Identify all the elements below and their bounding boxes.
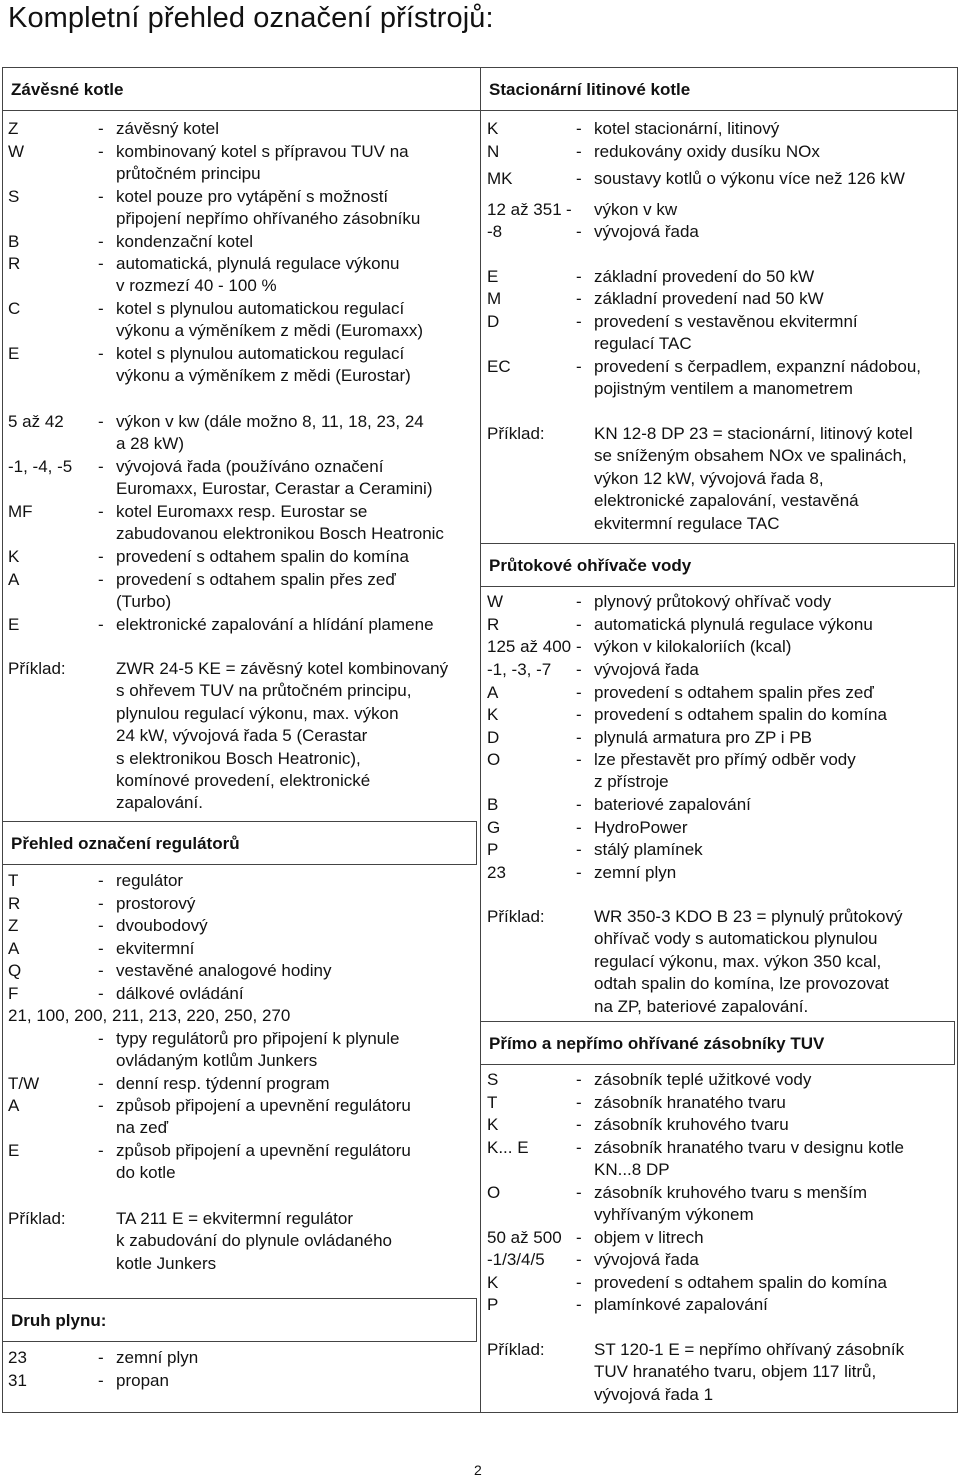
entry-dash: - (98, 412, 104, 431)
entry-description: kotel s plynulou automatickou regulací (116, 344, 405, 363)
entry-dash: - (576, 119, 582, 138)
entry-code: Příklad: (487, 907, 545, 926)
entry-dash: - (98, 119, 104, 138)
entry-description: WR 350-3 KDO B 23 = plynulý průtokový (594, 907, 903, 926)
entry-row (487, 727, 957, 749)
section-header-prutokove-ohrivace: Průtokové ohřívače vody (480, 543, 955, 587)
entry-row (487, 199, 957, 221)
entry-code: A (487, 683, 499, 702)
entry-dash: - (576, 1228, 582, 1247)
entry-code: O (487, 750, 501, 769)
entry-dash: - (98, 457, 104, 476)
entry-row (487, 1137, 957, 1182)
entry-code: Příklad: (487, 1340, 545, 1359)
entry-description: elektronické zapalování a hlídání plamene (116, 615, 434, 634)
entry-dash: - (98, 984, 104, 1003)
entry-code: P (487, 840, 499, 859)
entry-description: závěsný kotel (116, 119, 219, 138)
entry-row (487, 659, 957, 681)
entry-row (8, 870, 478, 892)
entry-dash: - (576, 615, 582, 634)
entry-row (8, 614, 478, 636)
entry-dash: - (576, 1183, 582, 1202)
entry-dash: - (576, 592, 582, 611)
entry-dash: - (576, 683, 582, 702)
entry-description: typy regulátorů pro připojení k plynule (116, 1029, 400, 1048)
entry-code: K (8, 547, 20, 566)
entry-row (487, 311, 957, 356)
entry-code: B (8, 232, 20, 251)
entry-code: E (8, 344, 20, 363)
entry-description: ST 120-1 E = nepřímo ohřívaný zásobník (594, 1340, 905, 1359)
section-header-zavesne-kotle: Závěsné kotle (2, 67, 481, 111)
entry-dash: - (98, 615, 104, 634)
entry-row (8, 298, 478, 343)
entry-code: A (8, 939, 20, 958)
entry-description: provedení s odtahem spalin do komína (594, 705, 887, 724)
entry-dash: - (98, 871, 104, 890)
entry-code: S (8, 187, 20, 206)
entry-row (487, 636, 957, 658)
entry-code: R (8, 894, 21, 913)
entry-description: plamínkové zapalování (594, 1295, 768, 1314)
entry-description: regulací TAC (594, 334, 692, 354)
entry-row (8, 960, 478, 982)
entry-dash: - (98, 894, 104, 913)
entry-description: zapalování. (116, 793, 203, 813)
entry-description: způsob připojení a upevnění regulátoru (116, 1141, 411, 1160)
entry-row (487, 862, 957, 884)
entry-description: z přístroje (594, 772, 669, 792)
entry-code: K (487, 1115, 499, 1134)
section-header-stacionarni-kotle: Stacionární litinové kotle (480, 67, 958, 111)
page-title: Kompletní přehled označení přístrojů: (8, 2, 494, 34)
entry-description: výkon v kilokaloriích (kcal) (594, 637, 792, 656)
entry-row (487, 356, 957, 401)
entry-dash: - (98, 1074, 104, 1093)
entry-row (487, 749, 957, 794)
entry-dash: - (98, 1348, 104, 1367)
entry-description: bateriové zapalování (594, 795, 751, 814)
entry-description: provedení s odtahem spalin do komína (594, 1273, 887, 1292)
entry-row (487, 1249, 957, 1271)
entry-dash: - (576, 660, 582, 679)
entry-row (487, 1092, 957, 1114)
entry-description: provedení s odtahem spalin do komína (116, 547, 409, 566)
entry-row (487, 1294, 957, 1316)
entry-description: na ZP, bateriové zapalování. (594, 996, 809, 1016)
entry-description: kotel Euromaxx resp. Eurostar se (116, 502, 368, 521)
entry-description: vývojová řada 1 (594, 1384, 714, 1404)
entry-description: (Turbo) (116, 592, 172, 612)
entry-description: provedení s čerpadlem, expanzní nádobou, (594, 357, 922, 376)
entry-description: ZWR 24-5 KE = závěsný kotel kombinovaný (116, 659, 449, 678)
entry-code: B (487, 795, 499, 814)
entry-code: K... E (487, 1138, 529, 1157)
entry-dash: - (98, 939, 104, 958)
entry-dash: - (98, 299, 104, 318)
entry-description: ekvitermní regulace TAC (594, 513, 780, 533)
entry-description: zásobník kruhového tvaru s menším (594, 1183, 868, 1202)
entry-dash: - (576, 1295, 582, 1314)
entry-code: EC (487, 357, 511, 376)
entry-description: KN 12-8 DP 23 = stacionární, litinový kotel (594, 424, 913, 443)
entry-code: A (8, 1096, 20, 1115)
entry-code: E (487, 267, 499, 286)
entry-row (8, 456, 478, 501)
entry-dash: - (98, 547, 104, 566)
entry-description: výkon v kw (594, 200, 678, 219)
entry-row (487, 221, 957, 243)
entry-description: kotel pouze pro vytápění s možností (116, 187, 389, 206)
entry-description: k zabudování do plynule ovládaného (116, 1231, 392, 1251)
entry-row (487, 839, 957, 861)
entry-description: denní resp. týdenní program (116, 1074, 330, 1093)
entry-dash: - (576, 312, 582, 331)
entry-description: s ohřevem TUV na průtočném principu, (116, 681, 412, 701)
entry-row (487, 288, 957, 310)
entry-description: zásobník hranatého tvaru (594, 1093, 786, 1112)
entry-row (8, 1095, 478, 1140)
entry-code: Z (8, 916, 19, 935)
entry-description: propan (116, 1371, 169, 1390)
entry-description: s elektronikou Bosch Heatronic), (116, 748, 361, 768)
entry-code: 23 (487, 863, 506, 882)
column-divider (480, 67, 481, 1413)
entry-code: K (487, 1273, 499, 1292)
entry-description: vestavěné analogové hodiny (116, 961, 332, 980)
entry-description: TUV hranatého tvaru, objem 117 litrů, (594, 1362, 877, 1382)
entry-description: TA 211 E = ekvitermní regulátor (116, 1209, 354, 1228)
entry-row (8, 231, 478, 253)
entry-row (487, 1069, 957, 1091)
entry-code: G (487, 818, 501, 837)
entry-description: plynový průtokový ohřívač vody (594, 592, 832, 611)
entry-description: kombinovaný kotel s přípravou TUV na (116, 142, 409, 161)
entry-code: -1/3/4/5 (487, 1250, 545, 1269)
entry-row (8, 983, 478, 1005)
entry-dash: - (576, 1070, 582, 1089)
entry-dash: - (98, 916, 104, 935)
entry-dash: - (576, 222, 582, 241)
entry-row (487, 817, 957, 839)
entry-row (8, 501, 478, 546)
entry-description: kotle Junkers (116, 1253, 217, 1273)
entry-dash: - (576, 795, 582, 814)
entry-code: F (8, 984, 19, 1003)
entry-dash: - (98, 232, 104, 251)
entry-code: Q (8, 961, 22, 980)
entry-description: provedení s odtahem spalin přes zeď (594, 683, 874, 702)
entry-dash: - (576, 267, 582, 286)
entry-description: výkon 12 kW, vývojová řada 8, (594, 468, 824, 488)
entry-description: základní provedení nad 50 kW (594, 289, 824, 308)
entry-dash: - (98, 187, 104, 206)
entry-description: soustavy kotlů o výkonu více než 126 kW (594, 169, 905, 188)
entry-row (8, 938, 478, 960)
entry-dash: - (576, 637, 582, 656)
entry-dash: - (576, 357, 582, 376)
entry-description: kotel stacionární, litinový (594, 119, 780, 138)
entry-description: zemní plyn (594, 863, 677, 882)
entry-row (487, 141, 957, 163)
entry-description: vývojová řada (594, 660, 699, 679)
entry-row (8, 658, 478, 815)
entry-row (8, 546, 478, 568)
entry-description: HydroPower (594, 818, 688, 837)
entry-description: způsob připojení a upevnění regulátoru (116, 1096, 411, 1115)
entry-dash: - (576, 1250, 582, 1269)
entry-dash: - (576, 728, 582, 747)
entry-code: 125 až 400 (487, 637, 572, 656)
entry-description: dálkové ovládání (116, 984, 244, 1003)
entry-code: Z (8, 119, 19, 138)
entry-description: redukovány oxidy dusíku NOx (594, 142, 820, 161)
entry-code: -8 (487, 222, 503, 241)
entry-description: komínové provedení, elektronické (116, 771, 371, 790)
entry-code: E (8, 1141, 20, 1160)
entry-description: regulátor (116, 871, 184, 890)
entry-row (487, 1114, 957, 1136)
entry-code: D (487, 728, 500, 747)
entry-description: provedení s vestavěnou ekvitermní (594, 312, 858, 331)
entry-code: C (8, 299, 21, 318)
entry-code: N (487, 142, 500, 161)
entry-description: základní provedení do 50 kW (594, 267, 815, 286)
entry-description: vývojová řada (594, 222, 699, 241)
entry-description: plynulá armatura pro ZP i PB (594, 728, 812, 747)
entry-dash: - (576, 1093, 582, 1112)
entry-row (487, 704, 957, 726)
page-number: 2 (474, 1462, 482, 1478)
entry-description: ekvitermní (116, 939, 195, 958)
entry-dash: - (98, 1029, 104, 1048)
entry-code: W (487, 592, 504, 611)
entry-row (487, 1182, 957, 1227)
entry-row (8, 1028, 478, 1073)
entry-dash: - (576, 142, 582, 161)
entry-row (8, 569, 478, 614)
entry-code: S (487, 1070, 499, 1089)
entry-description: regulací výkonu, max. výkon 350 kcal, (594, 951, 882, 971)
entry-description: průtočném principu (116, 164, 261, 184)
entry-dash: - (98, 344, 104, 363)
entry-description: plynulou regulací výkonu, max. výkon (116, 703, 399, 723)
entry-description: automatická plynulá regulace výkonu (594, 615, 873, 634)
entry-description: objem v litrech (594, 1228, 704, 1247)
entry-row (8, 1005, 478, 1027)
entry-row (487, 118, 957, 140)
entry-code: M (487, 289, 502, 308)
entry-dash: - (98, 570, 104, 589)
entry-code: 31 (8, 1371, 27, 1390)
entry-dash: - (98, 1371, 104, 1390)
entry-row (8, 1140, 478, 1185)
entry-code: MF (8, 502, 33, 521)
entry-row (8, 141, 478, 186)
entry-row (8, 893, 478, 915)
entry-code: 21, 100, 200, 211, 213, 220, 250, 270 (8, 1006, 291, 1025)
entry-dash: - (576, 818, 582, 837)
section-header-druh-plynu: Druh plynu: (2, 1298, 477, 1342)
entry-code: Příklad: (8, 659, 66, 678)
entry-description: do kotle (116, 1163, 176, 1183)
entry-code: MK (487, 169, 513, 188)
entry-description: na zeď (116, 1118, 169, 1138)
entry-row (487, 423, 957, 535)
entry-dash: - (576, 705, 582, 724)
entry-dash: - (576, 863, 582, 882)
entry-code: O (487, 1183, 501, 1202)
entry-code: T (487, 1093, 498, 1112)
entry-description: kondenzační kotel (116, 232, 254, 251)
entry-row (8, 118, 478, 140)
entry-description: a 28 kW) (116, 434, 185, 454)
entry-code: E (8, 615, 20, 634)
entry-description: vývojová řada (594, 1250, 699, 1269)
entry-dash: - (576, 840, 582, 859)
entry-code: T (8, 871, 19, 890)
entry-row (487, 794, 957, 816)
entry-code: P (487, 1295, 499, 1314)
entry-code: R (8, 254, 21, 273)
entry-description: automatická, plynulá regulace výkonu (116, 254, 400, 273)
entry-code: 23 (8, 1348, 27, 1367)
entry-code: -1, -3, -7 (487, 660, 552, 679)
entry-row (487, 906, 957, 1018)
entry-dash: - (98, 502, 104, 521)
entry-description: kotel s plynulou automatickou regulací (116, 299, 405, 318)
entry-dash: - (98, 254, 104, 273)
entry-code: A (8, 570, 20, 589)
entry-description: výkonu a výměníkem z mědi (Eurostar) (116, 366, 411, 386)
entry-dash: - (576, 289, 582, 308)
entry-dash: - (576, 1138, 582, 1157)
entry-description: lze přestavět pro přímý odběr vody (594, 750, 856, 769)
entry-description: stálý plamínek (594, 840, 703, 859)
entry-description: zásobník kruhového tvaru (594, 1115, 789, 1134)
entry-dash: - (98, 961, 104, 980)
entry-description: v rozmezí 40 - 100 % (116, 276, 277, 296)
entry-row (487, 266, 957, 288)
entry-code: T/W (8, 1074, 40, 1093)
entry-row (487, 1339, 957, 1406)
entry-code: 5 až 42 (8, 412, 64, 431)
entry-description: provedení s odtahem spalin přes zeď (116, 570, 396, 589)
entry-row (8, 343, 478, 388)
section-header-zasobniky-tuv: Přímo a nepřímo ohřívané zásobníky TUV (480, 1021, 955, 1065)
entry-row (8, 915, 478, 937)
entry-row (487, 1272, 957, 1294)
entry-row (487, 168, 957, 190)
entry-row (8, 1347, 478, 1369)
entry-description: KN...8 DP (594, 1160, 670, 1180)
entry-description: výkon v kw (dále možno 8, 11, 18, 23, 24 (116, 412, 424, 431)
entry-description: vývojová řada (používáno označení (116, 457, 384, 476)
entry-row (8, 1208, 478, 1275)
entry-description: dvoubodový (116, 916, 208, 935)
entry-dash: - (576, 1115, 582, 1134)
entry-description: zemní plyn (116, 1348, 199, 1367)
entry-dash: - (98, 1141, 104, 1160)
entry-dash: - (98, 142, 104, 161)
entry-dash: - (566, 200, 572, 219)
entry-description: zásobník hranatého tvaru v designu kotle (594, 1138, 904, 1157)
entry-row (8, 1370, 478, 1392)
entry-description: 24 kW, vývojová řada 5 (Cerastar (116, 726, 368, 746)
entry-description: připojení nepřímo ohřívaného zásobníku (116, 209, 421, 229)
entry-description: odtah spalin do komína, lze provozovat (594, 974, 889, 994)
entry-description: se sníženým obsahem NOx ve spalinách, (594, 446, 907, 466)
entry-row (8, 253, 478, 298)
entry-dash: - (98, 1096, 104, 1115)
entry-code: D (487, 312, 500, 331)
entry-row (8, 411, 478, 456)
entry-description: výkonu a výměníkem z mědi (Euromaxx) (116, 321, 424, 341)
entry-description: prostorový (116, 894, 196, 913)
entry-row (8, 186, 478, 231)
entry-description: pojistným ventilem a manometrem (594, 379, 853, 399)
section-header-regulatory: Přehled označení regulátorů (2, 821, 477, 865)
entry-code: R (487, 615, 500, 634)
entry-code: W (8, 142, 25, 161)
entry-description: zabudovanou elektronikou Bosch Heatronic (116, 524, 444, 544)
entry-code: Příklad: (487, 424, 545, 443)
entry-dash: - (576, 750, 582, 769)
entry-description: ovládaným kotlům Junkers (116, 1051, 318, 1071)
entry-row (487, 591, 957, 613)
entry-code: Příklad: (8, 1209, 66, 1228)
entry-row (487, 1227, 957, 1249)
entry-code: K (487, 119, 499, 138)
entry-code: -1, -4, -5 (8, 457, 73, 476)
entry-row (8, 1073, 478, 1095)
entry-description: vyhřívaným výkonem (594, 1205, 754, 1225)
entry-code: 12 až 351 (487, 200, 562, 219)
entry-code: 50 až 500 (487, 1228, 562, 1247)
entry-description: ohřívač vody s automatickou plynulou (594, 929, 878, 949)
entry-dash: - (576, 169, 582, 188)
entry-description: elektronické zapalování, vestavěná (594, 491, 859, 511)
entry-code: K (487, 705, 499, 724)
entry-description: zásobník teplé užitkové vody (594, 1070, 812, 1089)
entry-dash: - (576, 1273, 582, 1292)
entry-row (487, 682, 957, 704)
entry-row (487, 614, 957, 636)
entry-description: Euromaxx, Eurostar, Cerastar a Ceramini) (116, 479, 433, 499)
